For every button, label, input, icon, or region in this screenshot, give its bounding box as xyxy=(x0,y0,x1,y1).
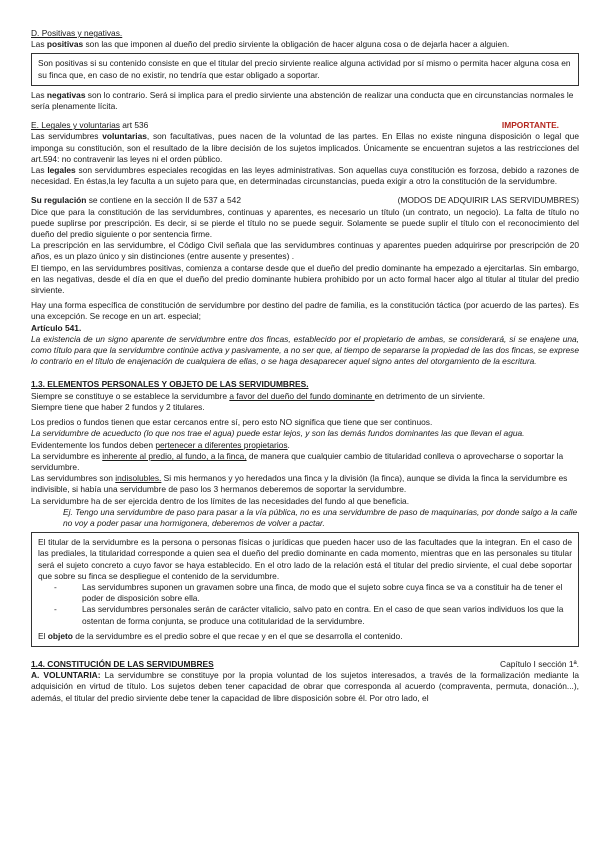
boxed-list xyxy=(38,582,572,627)
paragraph-ejemplo: Ej. Tengo una servidumbre de paso para pasar a la vía pública, no es una servidumbre de paso de maquinarias, por donde salgo a la calle no voy a poder pasar una hormigonera, deberemos de volver a pactar. xyxy=(63,506,578,528)
term-legales: legales xyxy=(47,165,76,176)
term-voluntarias: voluntarias xyxy=(102,131,147,142)
list-item: - Las servidumbres personales serán de carácter vitalicio, salvo pato en contra. En el caso de que sean varios individuos los que la ostentan de forma conjunta, se produce una cotitularidad de la servidumbre. xyxy=(54,604,572,626)
important-label: IMPORTANTE. xyxy=(501,120,559,131)
modos-label: (MODOS DE ADQUIRIR LAS SERVIDUMBRES) xyxy=(397,195,579,206)
constitucion-heading-row xyxy=(31,659,579,670)
regulacion-lead: Su regulación se contiene en la sección II de 537 a 542 xyxy=(31,195,241,206)
paragraph-tiempo: El tiempo, en las servidumbres positivas, comienza a contarse desde que el dueño del predio dominante ha empezado a ejercitarlas. Sin embargo, en las negativas, desde el día en que el dueño del predio dominante hubiera prohibido por un acto formal hacer algo al titular al titular del predio sirviente. xyxy=(31,262,579,296)
paragraph-inherente: La servidumbre es inherente al predio, al fundo, a la finca, de manera que cualquier cambio de titularidad conlleva o aprovecharse o soportar la servidumbre. xyxy=(31,450,564,472)
paragraph-dos-fundos: Siempre tiene que haber 2 fundos y 2 titulares. xyxy=(31,401,205,412)
paragraph-positivas: Las positivas son las que imponen al dueño del predio sirviente la obligación de hacer alguna cosa o de dejarla hacer a alguien. xyxy=(31,39,510,50)
paragraph-legales: Las legales son servidumbres especiales recogidas en las leyes administrativas. Son aquellas cuya constitución es forzosa, debido a razones de necesidad. En éstas,la ley faculta a un sujeto para que, en determinadas circunstancias, pueda exigir a otro la constitución de la servidumbre. xyxy=(31,165,579,187)
regulacion-heading-row xyxy=(31,195,579,206)
paragraph-negativas: Las negativas son lo contrario. Será si implica para el predio sirviente una abstención de realizar una conducta que en circunstancias normales le sería plenamente lícita. xyxy=(31,89,574,112)
boxed-note-text: Son positivas si su contenido consiste en que el titular del precio sirviente realice alguna actividad por sí mismo o permita hacer alguna cosa en su finca que, en caso de no existir, no tendría que estar obligado a soportar. xyxy=(38,58,571,80)
paragraph-fundo-dominante: Siempre se constituye o se establece la servidumbre a favor del dueño del fundo dominante en detrimento de un sirviente. xyxy=(31,390,485,401)
article-541-title: Artículo 541. xyxy=(31,322,82,333)
paragraph-limites: La servidumbre ha de ser ejercida dentro de los límites de las necesidades del fundo al que beneficia. xyxy=(31,495,410,506)
paragraph-propietarios: Evidentemente los fundos deben pertenecer a diferentes propietarios. xyxy=(31,439,290,450)
section-heading-constitucion: 1.4. CONSTITUCIÓN DE LAS SERVIDUMBRES xyxy=(31,658,214,669)
paragraph-voluntarias: Las servidumbres voluntarias, son facultativas, pues nacen de la voluntad de las partes. En Ellas no existe ninguna disposición o legal que imponga su constitución, son el resultado de la libre decisión de los sujetos implicados. Únicamente se encuentran sujetos a las restricciones del art.594: no contravenir las leyes ni el orden público. xyxy=(31,131,579,164)
boxed-note-positivas xyxy=(31,53,579,85)
paragraph-cercanos: Los predios o fundos tienen que estar cercanos entre sí, pero esto NO significa que tiene que ser continuos. xyxy=(31,417,433,428)
capitulo-label: Capítulo I sección 1ª. xyxy=(500,658,579,669)
paragraph-voluntaria: A. VOLUNTARIA: La servidumbre se constituye por la propia voluntad de los sujetos interesados, a través de la formalización mediante la adquisición en virtud de título. Los sujetos deben tener capacidad de obrar que corresponda al acuerdo (compraventa, permuta, donación...), además, el titular del predio sirviente debe tener la capacidad de libre disposición sobre él. Por otro lado, el xyxy=(31,670,579,703)
article-541-text: La existencia de un signo aparente de servidumbre entre dos fincas, establecido por el propietario de ambas, se considerará, si se enajene una, como título para que la servidumbre continúe activa y pasivamente, a no ser que, al tiempo de separarse la propiedad de las dos fincas, se exprese lo contrario en el título de enajenación de cualquiera de ellas, o se haga desaparecer aquel signo antes del otorgamiento de la escritura. xyxy=(31,333,579,367)
legales-heading-row xyxy=(31,120,579,131)
boxed-titular-text: El titular de la servidumbre es la persona o personas físicas o jurídicas que pueden hacer uso de las facultades que la integran. En el caso de las prediales, la titularidad corresponde a quien sea el dueño del predio dominante en cada momento, mientras que en las personales su titular será el sujeto concreto a cuyo favor se haya establecido. En el otro lado de la relación está el titular del predio sirviente, el cual debe soportar que sobre su finca se despliegue el contenido de la servidumbre. xyxy=(38,537,572,581)
term-positivas: positivas xyxy=(46,39,84,50)
section-heading-elementos: 1.3. ELEMENTOS PERSONALES Y OBJETO DE LAS SERVIDUMBRES. xyxy=(31,379,309,390)
section-heading-legales: E. Legales y voluntarias art 536 xyxy=(31,120,149,131)
boxed-note-titular xyxy=(31,532,579,647)
paragraph-destino-padre: Hay una forma específica de constitución de servidumbre por destino del padre de familia, es la constitución táctica (por acuerdo de las partes). Es una excepción. Se recoge en un art. especial; xyxy=(31,300,579,322)
section-heading-positivas-negativas: D. Positivas y negativas. xyxy=(31,28,123,38)
list-item: - Las servidumbres suponen un gravamen sobre una finca, de modo que el sujeto sobre cuya finca se va a constituir ha de tener el poder de disposición sobre ella. xyxy=(54,582,572,604)
boxed-objeto-text: El objeto de la servidumbre es el predio sobre el que recae y en el que se desarrolla el contenido. xyxy=(38,630,403,641)
paragraph-acueducto: La servidumbre de acueducto (lo que nos trae el agua) puede estar lejos, y son las demás fundos dominantes las que llevan el agua. xyxy=(31,428,525,439)
paragraph-titulo: Dice que para la constitución de las servidumbres, continuas y aparentes, es necesario un título (un contrato, un negocio). La falta de título no puede suplirse por prescripción. Es decir, si se pierde el título no se puede seguir. Solamente se puede suplir el título con el reconocimiento del dueño del predio siguiente o por sentencia firme. xyxy=(31,206,579,240)
paragraph-indisolubles: Las servidumbres son indisolubles. Si mis hermanos y yo heredados una finca y la división (la finca), aunque se divida la finca la servidumbre es indivisible, si había una servidumbre de paso los 3 hermanos deberemos de soportar la servidumbre. xyxy=(31,473,568,495)
term-negativas: negativas xyxy=(46,89,86,100)
paragraph-prescripcion: La prescripción en las servidumbre, el Código Civil señala que las servidumbres continuas y aparentes pueden adquirirse por prescripción de 20 años, es un plazo único y sin distinciones (entre ausente y presentes) . xyxy=(31,240,579,262)
document-page xyxy=(31,28,579,704)
